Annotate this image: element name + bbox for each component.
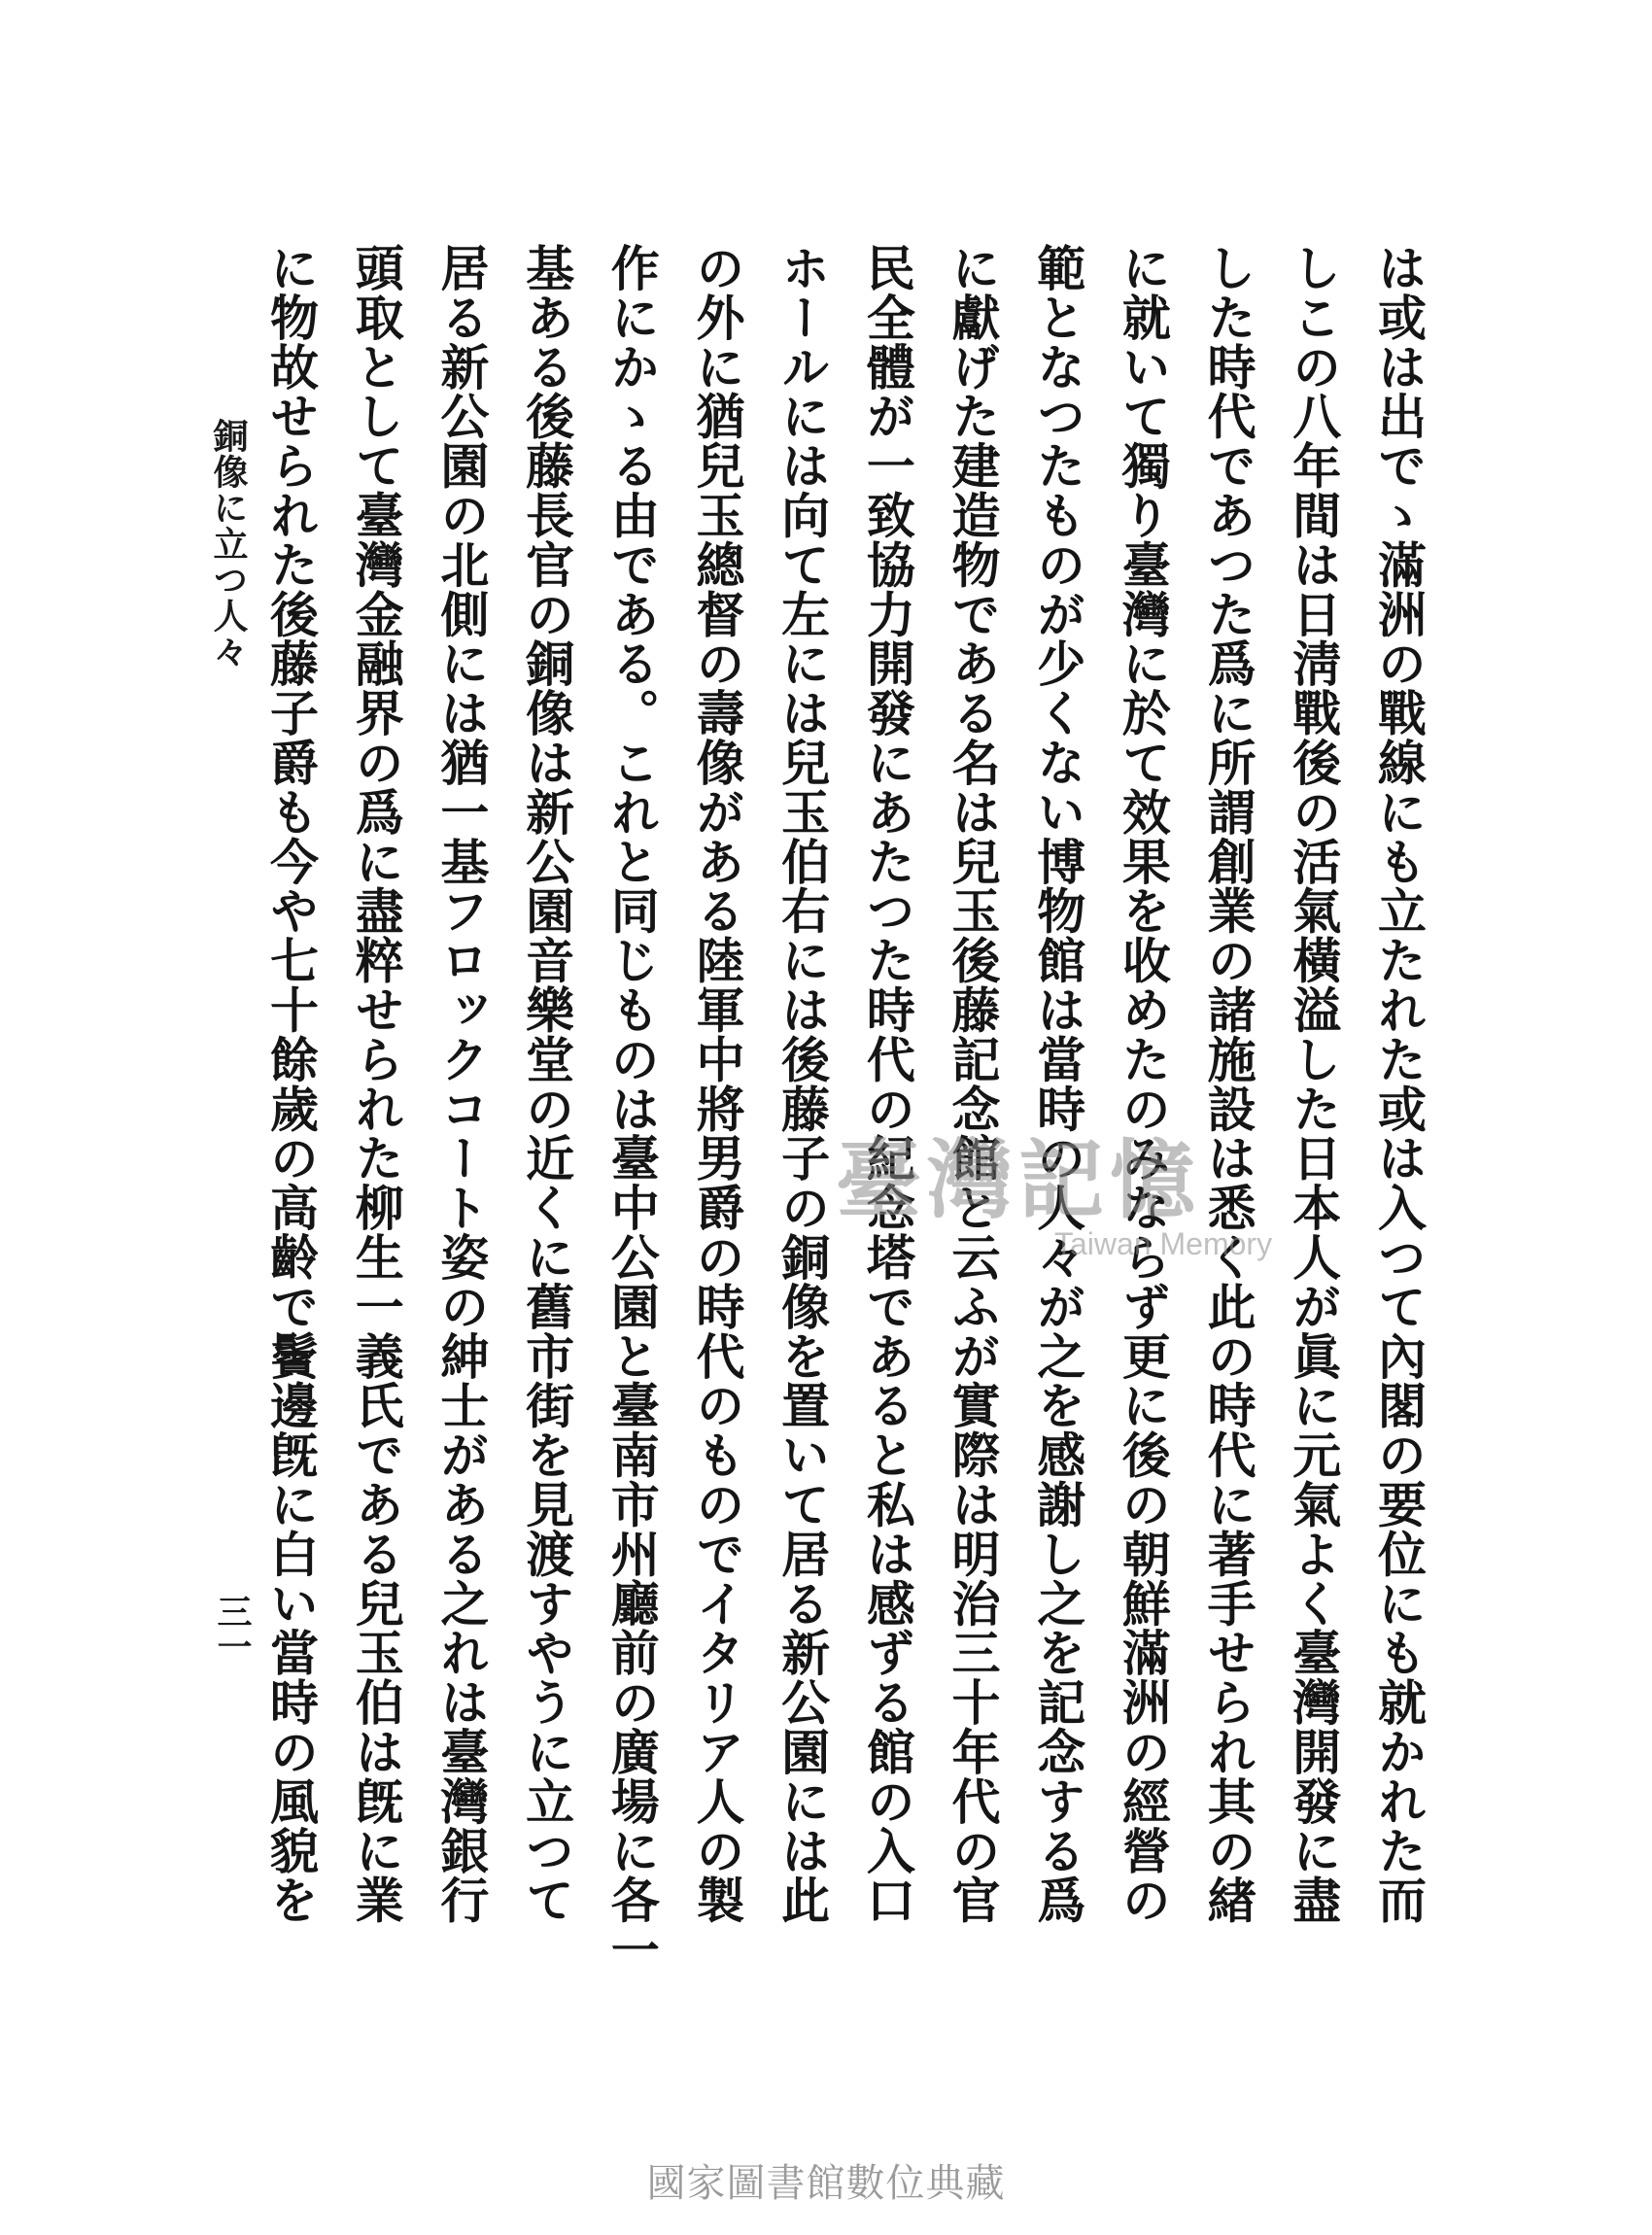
footer-credit: 國家圖書館數位典藏 — [646, 2161, 1006, 2206]
text-column-9: の外に猶兒玉總督の壽像がある陸軍中將男爵の時代のものでイタリア人の製 — [688, 243, 746, 1925]
text-column-6: に獻げた建造物である名は兒玉後藤記念館と云ふが實際は明治三十年代の官 — [944, 243, 1002, 1925]
text-column-4: に就いて獨り臺灣に於て效果を收めたのみならず更に後の朝鮮滿洲の經營の — [1114, 243, 1172, 1925]
text-column-8: ホールには向て左には兒玉伯右には後藤子の銅像を置いて居る新公園には此 — [774, 243, 832, 1925]
text-column-7: 民全體が一致協力開發にあたつた時代の紀念塔であると私は感ずる館の入口 — [858, 243, 916, 1925]
watermark-logo: 臺灣記憶 — [836, 1129, 1202, 1230]
text-column-13: 頭取として臺灣金融界の爲に盡粹せられた柳生一義氏である兒玉伯は旣に業 — [347, 243, 405, 1925]
text-column-1: は或は出でゝ滿洲の戰線にも立たれた或は入つて內閣の要位にも就かれた而 — [1369, 243, 1428, 1925]
text-column-3: した時代であつた爲に所謂創業の諸施設は悉く此の時代に著手せられ其の緖 — [1199, 243, 1257, 1925]
text-column-10: 作にかゝる由である。これと同じものは臺中公園と臺南市州廳前の廣場に各一 — [602, 243, 661, 1975]
running-head: 銅像に立つ人々 — [208, 418, 249, 670]
text-column-12: 居る新公園の北側には猶一基フロックコート姿の紳士がある之れは臺灣銀行 — [432, 243, 491, 1925]
text-column-5: 範となつたものが少くない博物館は當時の人々が之を感謝し之を記念する爲 — [1029, 243, 1087, 1925]
text-column-2: しこの八年間は日淸戰後の活氣橫溢した日本人が眞に元氣よく臺灣開發に盡 — [1285, 243, 1343, 1925]
watermark-subtitle: Taiwan Memory — [1054, 1226, 1273, 1261]
body-text — [262, 243, 1428, 2036]
page-number: 三一 — [212, 1594, 253, 1664]
text-column-11: 基ある後藤長官の銅像は新公園音樂堂の近くに舊市街を見渡すやうに立つて — [518, 243, 576, 1925]
text-column-14: に物故せられた後藤子爵も今や七十餘歲の高齡で鬢邊旣に白い當時の風貌を — [262, 243, 320, 1925]
